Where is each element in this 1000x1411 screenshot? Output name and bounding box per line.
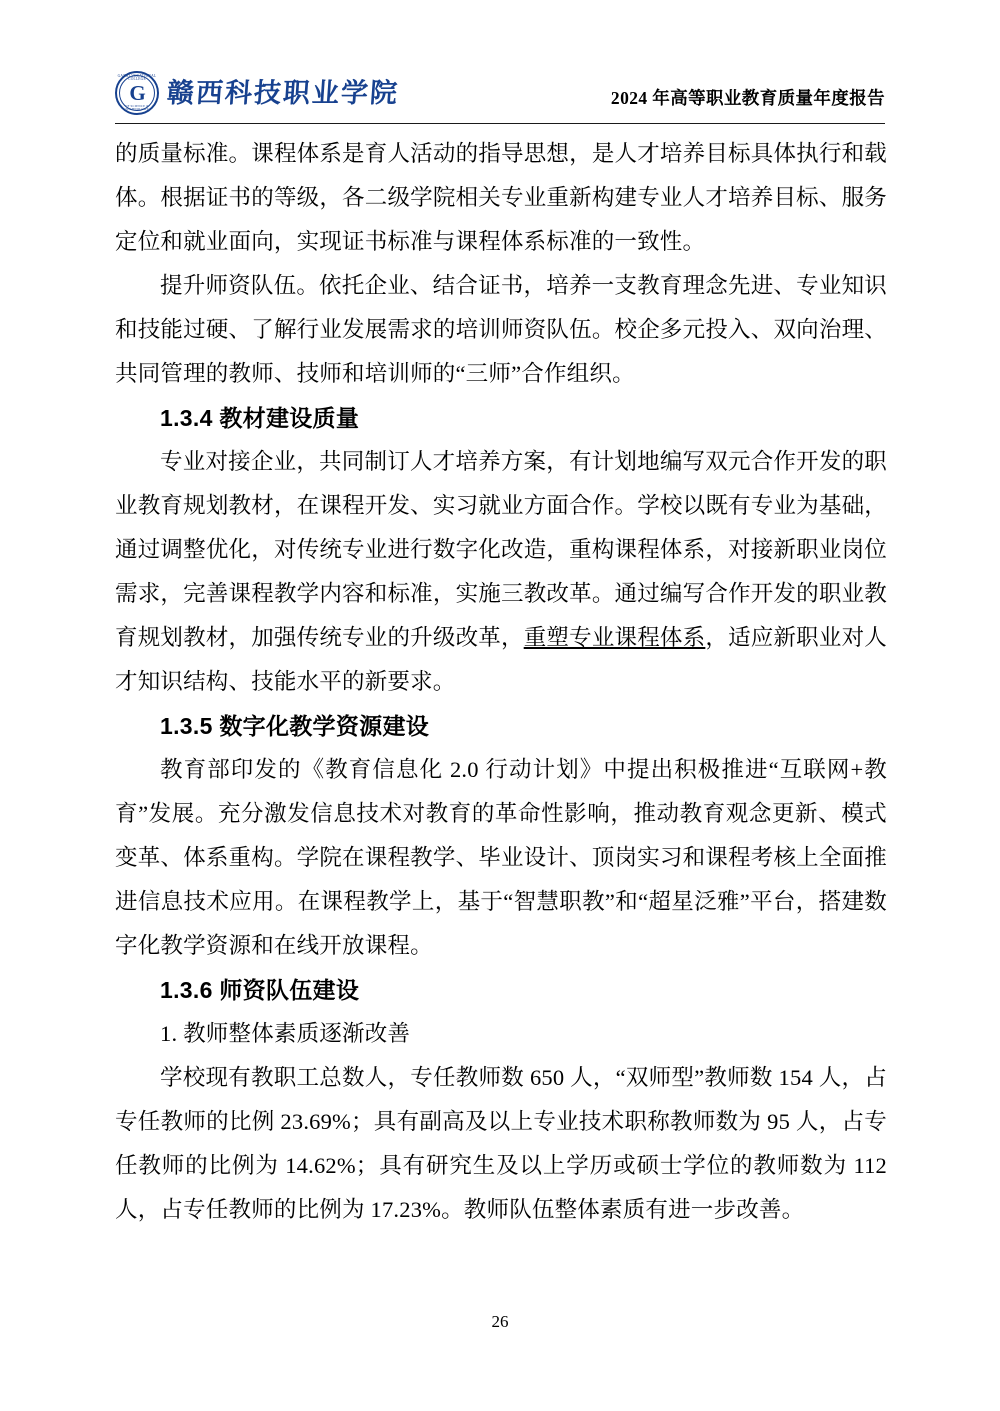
report-title: 2024 年高等职业教育质量年度报告 <box>610 88 885 108</box>
heading-1-3-6: 1.3.6 师资队伍建设 <box>160 977 360 1003</box>
emblem-glyph: G <box>129 80 145 105</box>
paragraph-digital-resources: 教育部印发的《教育信息化 2.0 行动计划》中提出积极推进“互联网+教育”发展。充分激发信息技术对教育的革命性影响，推动教育观念更新、模式变革、体系重构。学院在课程教学、毕业设计、顶岗实习和课程考核上全面推进信息技术应用。在课程教学上，基于“智慧职教”和“超星泛雅”平台，搭建数字化教学资源和在线开放课程。 <box>115 757 887 958</box>
heading-1-3-4: 1.3.4 教材建设质量 <box>160 405 360 431</box>
paragraph-teacher-statistics: 学校现有教职工总数人，专任教师数 650 人，“双师型”教师数 154 人，占专任教师的比例 23.69%；具有副高及以上专业技术职称教师数为 95 人，占专任教师的比例为 14.62%；具有研究生及以上学历或硕士学位的教师数为 112 人，占专任教师的比例为 17.23%。教师队伍整体素质有进一步改善。 <box>115 1065 887 1222</box>
paragraph-quality-standard: 的质量标准。课程体系是育人活动的指导思想，是人才培养目标具体执行和载体。根据证书的等级，各二级学院相关专业重新构建专业人才培养目标、服务定位和就业面向，实现证书标准与课程体系标准的一致性。 <box>115 141 887 254</box>
college-emblem-icon <box>115 71 159 115</box>
page-number: 26 <box>491 1312 509 1331</box>
page-header <box>115 62 885 124</box>
paragraph-textbook-part-b: ，适应新职业对人才知识结构、技能水平的新要求。 <box>115 625 887 694</box>
paragraph-textbook-part-a: 专业对接企业，共同制订人才培养方案，有计划地编写双元合作开发的职业教育规划教材，在课程开发、实习就业方面合作。学校以既有专业为基础，通过调整优化，对传统专业进行数字化改造，重构课程体系，对接新职业岗位需求，完善课程教学内容和标准，实施三教改革。通过编写合作开发的职业教育规划教材，加强传统专业的升级改革， <box>115 449 887 650</box>
paragraph-textbook-construction <box>115 440 887 704</box>
emblem-micro-text-top: GANXI VOCATIONAL COLLEGE <box>117 73 157 82</box>
paragraph-teacher-team: 提升师资队伍。依托企业、结合证书，培养一支教育理念先进、专业知识和技能过硬、了解行业发展需求的培训师资队伍。校企多元投入、双向治理、共同管理的教师、技师和培训师的“三师”合作组织。 <box>115 273 887 386</box>
heading-1-3-5: 1.3.5 数字化教学资源建设 <box>160 713 430 739</box>
page-content <box>115 132 887 1232</box>
list-item-teacher-quality: 1. 教师整体素质逐渐改善 <box>160 1021 411 1046</box>
institution-name: 赣西科技职业学院 <box>165 77 401 108</box>
paragraph-textbook-underlined: 重塑专业课程体系 <box>523 625 706 650</box>
institution-logo <box>115 71 399 115</box>
emblem-micro-text-bottom: OF SCIENCE & TECHNOLOGY <box>125 104 149 112</box>
